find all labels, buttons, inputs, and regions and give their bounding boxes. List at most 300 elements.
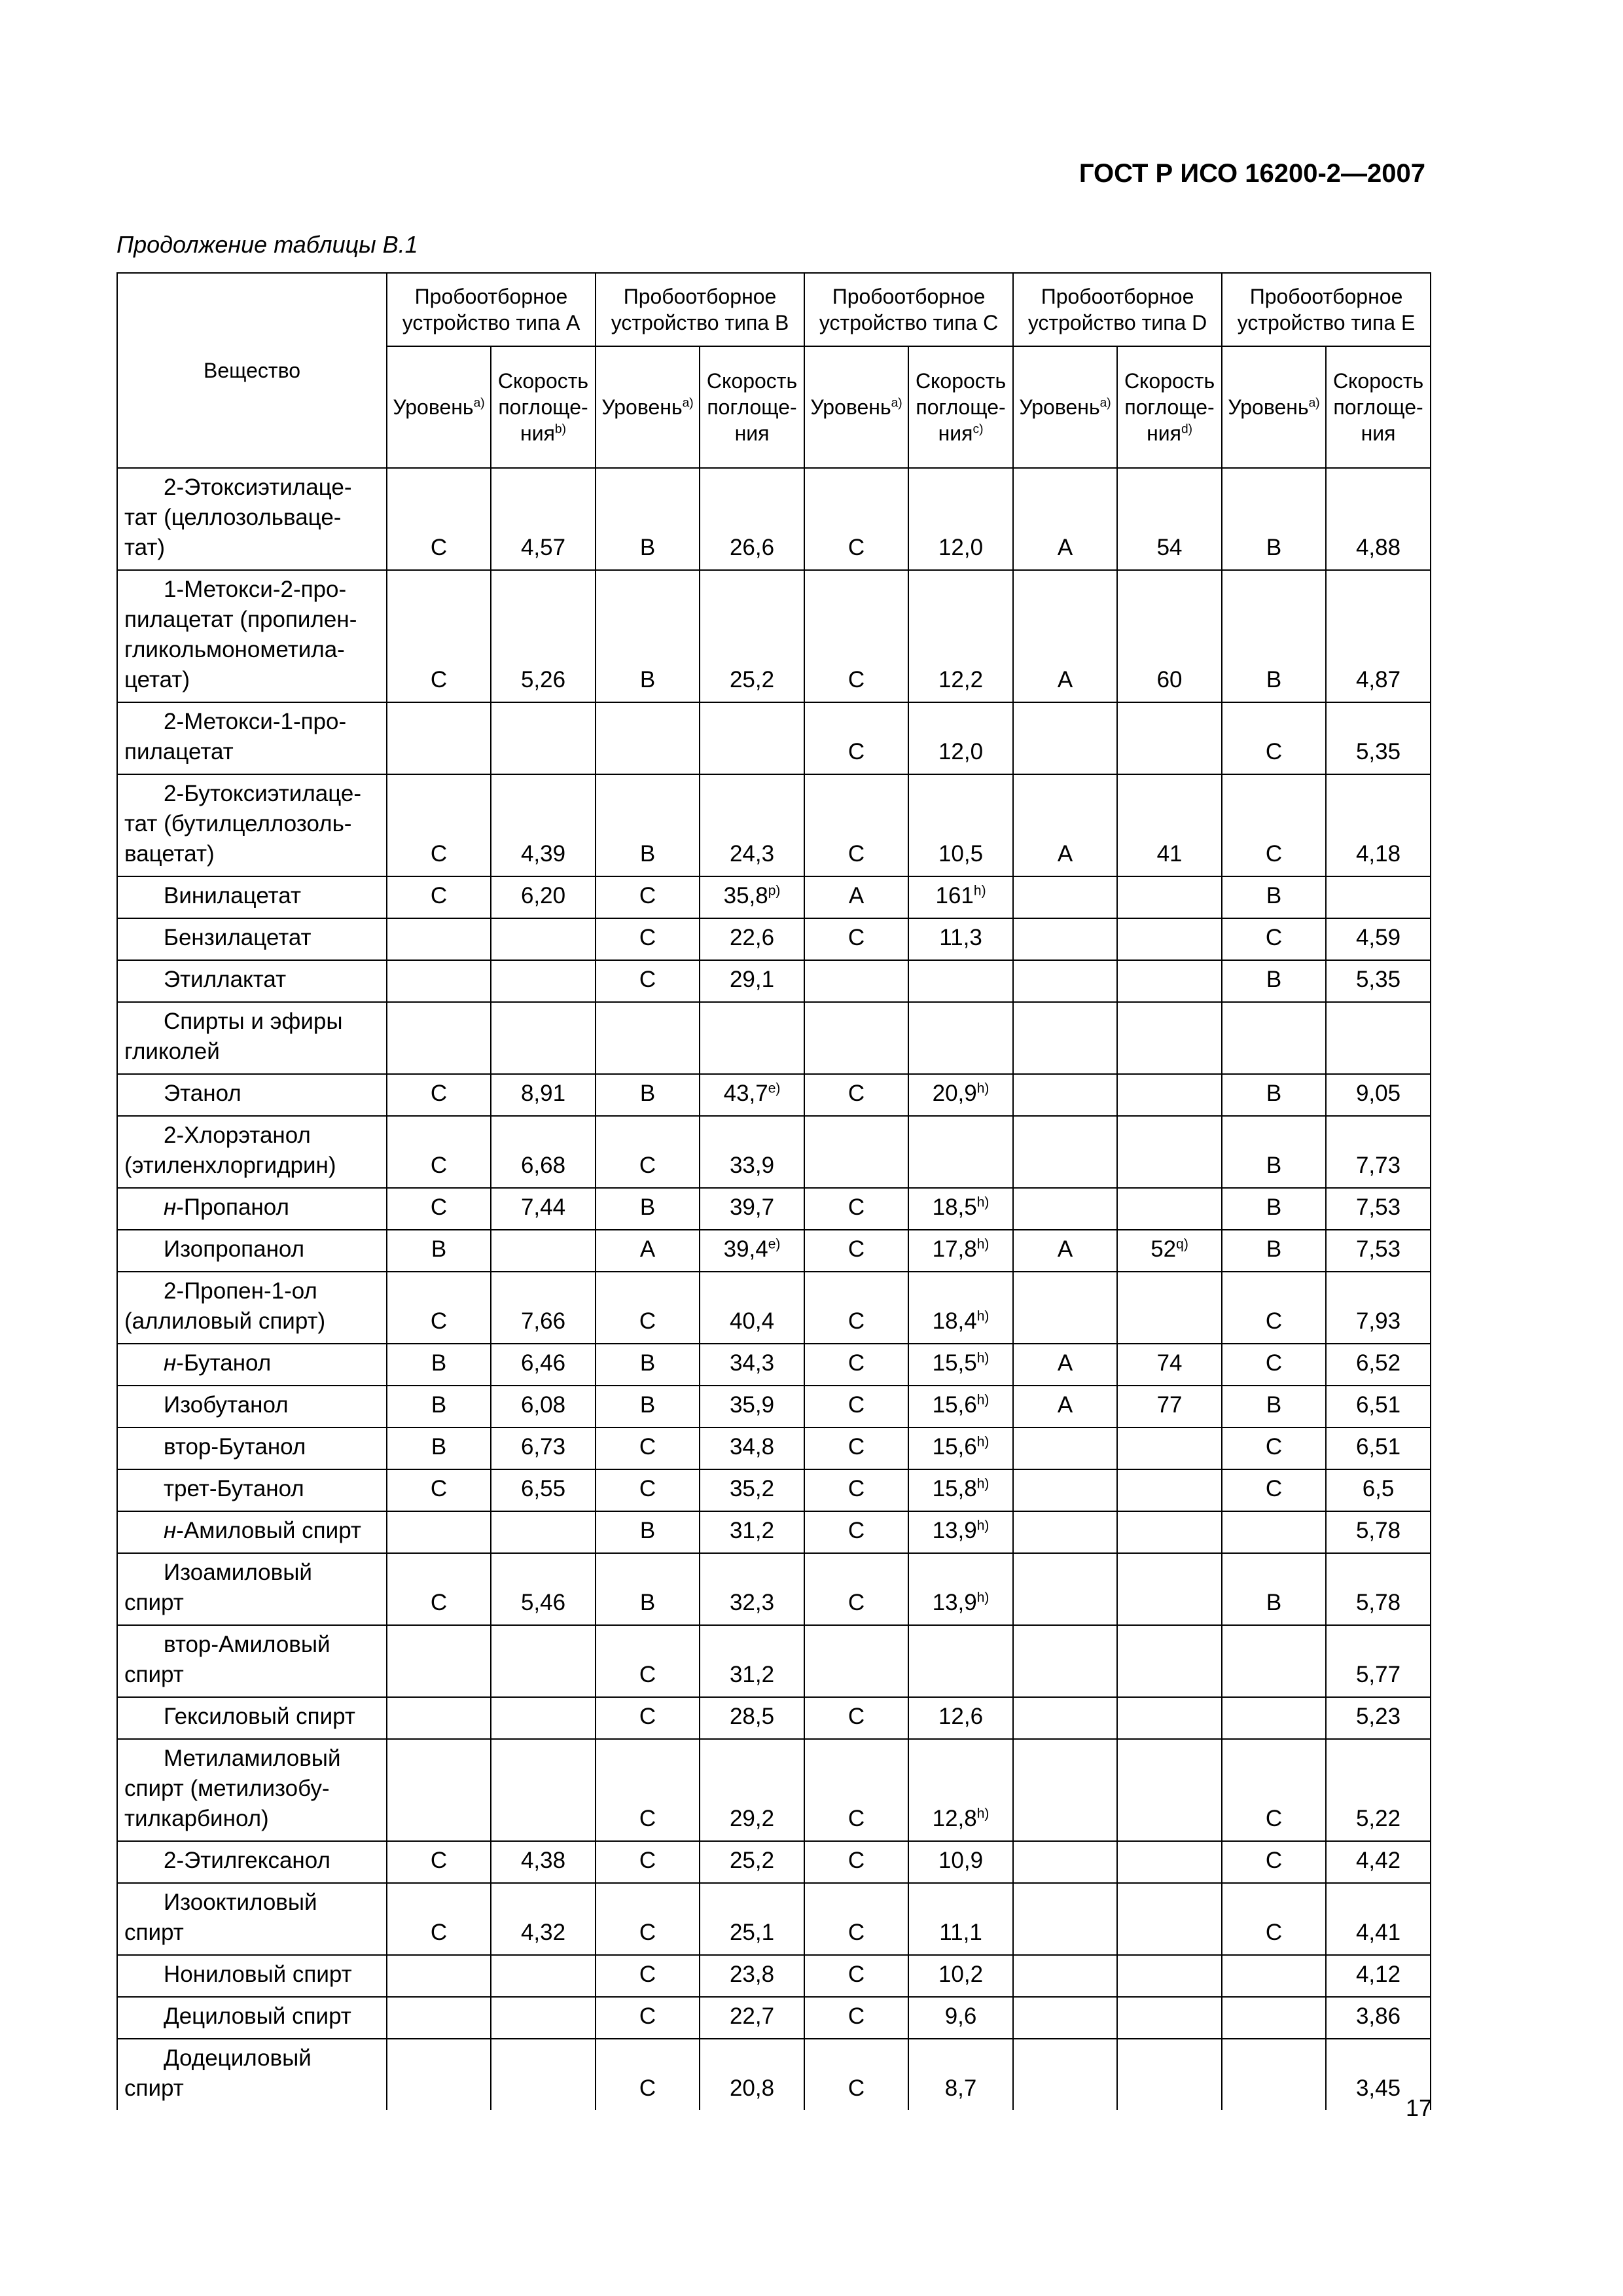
level-cell: В (596, 570, 700, 702)
substance-name: 2-Бутоксиэтилаце- тат (бутилцеллозоль- вацетат) (117, 774, 387, 876)
substance-name: 2-Этоксиэтилаце- тат (целлозольваце- тат) (117, 468, 387, 570)
level-cell (1013, 1955, 1117, 1997)
level-cell: С (387, 1116, 491, 1188)
group-header: Пробоотборное устройство типа Е (1222, 273, 1431, 346)
level-cell (1222, 1955, 1326, 1997)
substance-name: Изобутанол (117, 1386, 387, 1427)
level-cell: С (804, 570, 908, 702)
level-subheader: Уровень$^{a)}$ (1222, 346, 1326, 468)
level-cell: С (387, 1272, 491, 1344)
level-cell (387, 918, 491, 960)
rate-subheader: Скорость поглоще- ния$^{b)}$ (491, 346, 596, 468)
level-cell: С (596, 1841, 700, 1883)
rate-cell: 31,2 (700, 1625, 804, 1697)
rate-cell: 40,4 (700, 1272, 804, 1344)
level-cell: С (596, 1955, 700, 1997)
rate-cell: 7,93 (1326, 1272, 1431, 1344)
level-cell (1222, 1697, 1326, 1739)
level-cell: С (804, 1739, 908, 1841)
table-caption: Продолжение таблицы В.1 (116, 231, 418, 258)
rate-cell: 18,5$^{h)}$ (908, 1188, 1013, 1230)
level-cell (596, 1002, 700, 1074)
level-cell: А (1013, 570, 1117, 702)
rate-cell (1117, 1002, 1222, 1074)
rate-cell: 43,7$^{e)}$ (700, 1074, 804, 1116)
rate-cell: 6,52 (1326, 1344, 1431, 1386)
level-cell: В (596, 1386, 700, 1427)
level-cell: С (1222, 1469, 1326, 1511)
level-cell: С (804, 1427, 908, 1469)
rate-cell: 20,8 (700, 2039, 804, 2110)
rate-cell (1117, 1997, 1222, 2039)
substance-name: Бензилацетат (117, 918, 387, 960)
level-cell: С (1222, 702, 1326, 774)
rate-cell: 24,3 (700, 774, 804, 876)
level-cell (1013, 1188, 1117, 1230)
level-cell: С (804, 1553, 908, 1625)
level-cell: С (387, 468, 491, 570)
rate-cell: 7,73 (1326, 1116, 1431, 1188)
rate-cell: 17,8$^{h)}$ (908, 1230, 1013, 1272)
table-row (117, 1511, 1431, 1553)
level-cell (1013, 1002, 1117, 1074)
table-row (117, 1697, 1431, 1739)
level-cell: С (596, 2039, 700, 2110)
rate-cell: 12,0 (908, 468, 1013, 570)
rate-cell (1117, 1625, 1222, 1697)
level-cell: С (804, 702, 908, 774)
level-cell (804, 1116, 908, 1188)
level-cell (596, 702, 700, 774)
level-cell (804, 1625, 908, 1697)
rate-cell (491, 1955, 596, 1997)
level-subheader: Уровень$^{a)}$ (804, 346, 908, 468)
level-cell: С (596, 876, 700, 918)
rate-cell: 5,78 (1326, 1511, 1431, 1553)
rate-cell: 4,12 (1326, 1955, 1431, 1997)
level-cell: С (387, 1841, 491, 1883)
rate-cell: 25,2 (700, 1841, 804, 1883)
level-cell (1013, 1427, 1117, 1469)
rate-cell: 4,57 (491, 468, 596, 570)
rate-cell: 23,8 (700, 1955, 804, 1997)
level-subheader: Уровень$^{a)}$ (596, 346, 700, 468)
level-cell: С (387, 1553, 491, 1625)
level-cell (1222, 1997, 1326, 2039)
rate-cell: 5,35 (1326, 702, 1431, 774)
rate-cell (1117, 1116, 1222, 1188)
rate-cell: 6,68 (491, 1116, 596, 1188)
rate-subheader: Скорость поглоще- ния$^{c)}$ (908, 346, 1013, 468)
level-cell (1013, 1074, 1117, 1116)
level-subheader: Уровень$^{a)}$ (1013, 346, 1117, 468)
rate-cell (1117, 1841, 1222, 1883)
rate-cell: 5,26 (491, 570, 596, 702)
rate-cell: 34,3 (700, 1344, 804, 1386)
level-cell: С (387, 1883, 491, 1955)
level-cell: В (1222, 1230, 1326, 1272)
level-cell: С (804, 1511, 908, 1553)
group-header: Пробоотборное устройство типа В (596, 273, 804, 346)
substance-name: Спирты и эфиры гликолей (117, 1002, 387, 1074)
rate-cell (908, 1116, 1013, 1188)
level-cell: А (596, 1230, 700, 1272)
rate-cell: 11,3 (908, 918, 1013, 960)
level-cell: В (387, 1386, 491, 1427)
level-cell: С (387, 570, 491, 702)
level-cell: С (1222, 918, 1326, 960)
rate-cell: 10,9 (908, 1841, 1013, 1883)
rate-cell: 20,9$^{h)}$ (908, 1074, 1013, 1116)
level-cell: А (804, 876, 908, 918)
rate-cell (491, 918, 596, 960)
table-row (117, 1230, 1431, 1272)
rate-cell (1117, 1883, 1222, 1955)
rate-cell: 4,88 (1326, 468, 1431, 570)
rate-cell: 4,59 (1326, 918, 1431, 960)
rate-cell: 7,44 (491, 1188, 596, 1230)
level-cell (1013, 702, 1117, 774)
rate-cell: 35,9 (700, 1386, 804, 1427)
rate-cell: 13,9$^{h)}$ (908, 1553, 1013, 1625)
level-cell (1222, 1625, 1326, 1697)
rate-cell (1117, 1955, 1222, 1997)
level-cell (387, 960, 491, 1002)
table-row (117, 1074, 1431, 1116)
level-cell: С (1222, 774, 1326, 876)
level-cell (1013, 1116, 1117, 1188)
table-row (117, 1883, 1431, 1955)
level-cell: С (804, 1230, 908, 1272)
rate-cell: 12,2 (908, 570, 1013, 702)
rate-cell (491, 1230, 596, 1272)
rate-cell: 161$^{h)}$ (908, 876, 1013, 918)
level-cell: В (1222, 876, 1326, 918)
substance-name: 2-Этилгексанол (117, 1841, 387, 1883)
level-cell: С (1222, 1427, 1326, 1469)
level-cell (1013, 1883, 1117, 1955)
rate-cell (700, 702, 804, 774)
rate-cell: 13,9$^{h)}$ (908, 1511, 1013, 1553)
level-cell (1222, 2039, 1326, 2110)
rate-cell: 77 (1117, 1386, 1222, 1427)
rate-cell: 6,51 (1326, 1386, 1431, 1427)
substance-name: Изоамиловый спирт (117, 1553, 387, 1625)
rate-cell: 6,55 (491, 1469, 596, 1511)
rate-cell: 15,6$^{h)}$ (908, 1427, 1013, 1469)
level-cell: С (804, 1697, 908, 1739)
level-cell: А (1013, 1230, 1117, 1272)
level-cell (1013, 1553, 1117, 1625)
rate-cell: 5,46 (491, 1553, 596, 1625)
rate-cell (700, 1002, 804, 1074)
level-cell: В (596, 468, 700, 570)
level-cell: В (1222, 1553, 1326, 1625)
rate-cell (908, 960, 1013, 1002)
substance-name: Изооктиловый спирт (117, 1883, 387, 1955)
level-cell: С (596, 1116, 700, 1188)
rate-cell: 52$^{q)}$ (1117, 1230, 1222, 1272)
substance-name: 2-Хлорэтанол (этиленхлоргидрин) (117, 1116, 387, 1188)
level-cell (387, 1625, 491, 1697)
rate-cell: 31,2 (700, 1511, 804, 1553)
level-cell: С (804, 1469, 908, 1511)
rate-cell: 3,86 (1326, 1997, 1431, 2039)
level-cell: В (387, 1427, 491, 1469)
rate-cell: 4,32 (491, 1883, 596, 1955)
substance-name: Нониловый спирт (117, 1955, 387, 1997)
rate-subheader: Скорость поглоще- ния$^{d)}$ (1117, 346, 1222, 468)
level-cell: А (1013, 774, 1117, 876)
rate-cell: 7,53 (1326, 1188, 1431, 1230)
level-cell: С (596, 1997, 700, 2039)
header-row-groups (117, 273, 1431, 346)
level-cell: С (804, 1074, 908, 1116)
level-cell: С (1222, 1883, 1326, 1955)
substance-name: Винилацетат (117, 876, 387, 918)
rate-cell (1117, 1697, 1222, 1739)
rate-cell: 10,2 (908, 1955, 1013, 1997)
level-cell (1013, 918, 1117, 960)
level-cell: С (1222, 1272, 1326, 1344)
rate-cell: 5,78 (1326, 1553, 1431, 1625)
level-cell: С (596, 1625, 700, 1697)
level-cell: В (596, 1188, 700, 1230)
rate-cell: 6,08 (491, 1386, 596, 1427)
rate-cell (1117, 1074, 1222, 1116)
table-row (117, 1116, 1431, 1188)
table-row (117, 1344, 1431, 1386)
level-cell (1013, 1625, 1117, 1697)
level-cell: В (596, 1511, 700, 1553)
level-cell (1013, 1841, 1117, 1883)
rate-cell: 8,7 (908, 2039, 1013, 2110)
substance-table (116, 272, 1431, 2110)
rate-cell (491, 2039, 596, 2110)
level-cell: С (1222, 1841, 1326, 1883)
rate-cell: 5,35 (1326, 960, 1431, 1002)
level-cell: С (596, 1883, 700, 1955)
rate-cell: 15,6$^{h)}$ (908, 1386, 1013, 1427)
level-cell: С (387, 876, 491, 918)
substance-name: Метиламиловый спирт (метилизобу- тилкарбинол) (117, 1739, 387, 1841)
level-cell: А (1013, 1344, 1117, 1386)
rate-cell (1117, 876, 1222, 918)
rate-cell: 5,23 (1326, 1697, 1431, 1739)
table-row (117, 1188, 1431, 1230)
rate-cell (491, 1511, 596, 1553)
rate-cell: 9,05 (1326, 1074, 1431, 1116)
substance-name: Дециловый спирт (117, 1997, 387, 2039)
document-code: ГОСТ Р ИСО 16200-2—2007 (1079, 159, 1425, 188)
rate-cell: 6,20 (491, 876, 596, 918)
rate-cell: 25,1 (700, 1883, 804, 1955)
rate-cell (491, 702, 596, 774)
group-header: Пробоотборное устройство типа А (387, 273, 596, 346)
level-cell: В (387, 1344, 491, 1386)
rate-cell (1117, 1553, 1222, 1625)
substance-name: 1-Метокси-2-про- пилацетат (пропилен- гликольмонометила- цетат) (117, 570, 387, 702)
level-cell (1013, 2039, 1117, 2110)
rate-cell: 6,51 (1326, 1427, 1431, 1469)
level-cell: В (1222, 1074, 1326, 1116)
rate-cell (1117, 1188, 1222, 1230)
table-row (117, 2039, 1431, 2110)
table-row (117, 468, 1431, 570)
level-cell (387, 1997, 491, 2039)
table-row (117, 774, 1431, 876)
rate-cell: 15,8$^{h)}$ (908, 1469, 1013, 1511)
rate-cell (491, 960, 596, 1002)
rate-cell: 11,1 (908, 1883, 1013, 1955)
level-cell: В (1222, 468, 1326, 570)
table-row (117, 1002, 1431, 1074)
rate-cell: 3,45 (1326, 2039, 1431, 2110)
substance-name: Изопропанол (117, 1230, 387, 1272)
level-cell (387, 1955, 491, 1997)
level-cell: С (387, 1074, 491, 1116)
rate-cell (1117, 1272, 1222, 1344)
level-cell: С (804, 1997, 908, 2039)
rate-cell: 28,5 (700, 1697, 804, 1739)
level-cell (1013, 1511, 1117, 1553)
table-row (117, 1553, 1431, 1625)
rate-cell: 10,5 (908, 774, 1013, 876)
substance-name: Гексиловый спирт (117, 1697, 387, 1739)
level-cell (387, 2039, 491, 2110)
group-header: Пробоотборное устройство типа С (804, 273, 1013, 346)
level-cell (387, 1697, 491, 1739)
rate-cell: 12,0 (908, 702, 1013, 774)
rate-cell (491, 1625, 596, 1697)
rate-cell: 4,38 (491, 1841, 596, 1883)
level-subheader: Уровень$^{a)}$ (387, 346, 491, 468)
level-cell: С (387, 1469, 491, 1511)
level-cell: В (596, 774, 700, 876)
substance-name: н-Пропанол (117, 1188, 387, 1230)
rate-cell: 6,46 (491, 1344, 596, 1386)
rate-cell (908, 1002, 1013, 1074)
rate-cell: 7,53 (1326, 1230, 1431, 1272)
substance-name: н-Бутанол (117, 1344, 387, 1386)
level-cell: С (596, 1427, 700, 1469)
rate-cell: 32,3 (700, 1553, 804, 1625)
rate-cell (1326, 1002, 1431, 1074)
level-cell (387, 1511, 491, 1553)
rate-cell (1117, 1469, 1222, 1511)
rate-subheader: Скорость поглоще- ния (1326, 346, 1431, 468)
level-cell: В (1222, 1116, 1326, 1188)
level-cell (1013, 1739, 1117, 1841)
rate-cell (1117, 702, 1222, 774)
rate-cell: 4,42 (1326, 1841, 1431, 1883)
table-row (117, 960, 1431, 1002)
level-cell: С (804, 1188, 908, 1230)
level-cell (387, 1002, 491, 1074)
level-cell: С (596, 1469, 700, 1511)
substance-name: втор-Амиловый спирт (117, 1625, 387, 1697)
rate-cell: 39,4$^{e)}$ (700, 1230, 804, 1272)
rate-cell: 9,6 (908, 1997, 1013, 2039)
group-header: Пробоотборное устройство типа D (1013, 273, 1222, 346)
level-cell: В (596, 1074, 700, 1116)
substance-name: Этиллактат (117, 960, 387, 1002)
level-cell (1013, 1997, 1117, 2039)
level-cell (1013, 876, 1117, 918)
rate-cell (1117, 918, 1222, 960)
rate-cell (908, 1625, 1013, 1697)
substance-name: 2-Пропен-1-ол (аллиловый спирт) (117, 1272, 387, 1344)
level-cell: С (596, 1272, 700, 1344)
substance-name: трет-Бутанол (117, 1469, 387, 1511)
rate-cell: 54 (1117, 468, 1222, 570)
rate-cell: 22,7 (700, 1997, 804, 2039)
rate-cell (1117, 2039, 1222, 2110)
substance-name: втор-Бутанол (117, 1427, 387, 1469)
level-cell (1013, 960, 1117, 1002)
rate-cell (491, 1997, 596, 2039)
substance-header: Вещество (117, 273, 387, 468)
level-cell (804, 1002, 908, 1074)
rate-cell: 60 (1117, 570, 1222, 702)
table-row (117, 1386, 1431, 1427)
level-cell: А (1013, 1386, 1117, 1427)
level-cell: В (1222, 570, 1326, 702)
rate-cell: 4,39 (491, 774, 596, 876)
table-row (117, 1955, 1431, 1997)
rate-cell: 15,5$^{h)}$ (908, 1344, 1013, 1386)
table-row (117, 1841, 1431, 1883)
level-cell (1222, 1002, 1326, 1074)
level-cell: А (1013, 468, 1117, 570)
level-cell: С (804, 1883, 908, 1955)
rate-cell: 26,6 (700, 468, 804, 570)
rate-cell: 25,2 (700, 570, 804, 702)
level-cell: С (387, 774, 491, 876)
level-cell: С (596, 918, 700, 960)
rate-cell: 12,6 (908, 1697, 1013, 1739)
level-cell: С (804, 1955, 908, 1997)
rate-cell: 39,7 (700, 1188, 804, 1230)
level-cell: С (596, 960, 700, 1002)
rate-cell (1117, 1427, 1222, 1469)
rate-cell: 6,5 (1326, 1469, 1431, 1511)
rate-cell (1326, 876, 1431, 918)
rate-cell: 33,9 (700, 1116, 804, 1188)
rate-cell: 4,18 (1326, 774, 1431, 876)
rate-cell: 5,22 (1326, 1739, 1431, 1841)
rate-cell (491, 1739, 596, 1841)
level-cell (1013, 1697, 1117, 1739)
page-number: 17 (1405, 2094, 1432, 2121)
rate-cell: 4,41 (1326, 1883, 1431, 1955)
table-row (117, 1739, 1431, 1841)
rate-cell: 29,1 (700, 960, 804, 1002)
level-cell: В (1222, 1386, 1326, 1427)
rate-cell: 74 (1117, 1344, 1222, 1386)
level-cell: С (596, 1697, 700, 1739)
rate-cell: 4,87 (1326, 570, 1431, 702)
table-row (117, 570, 1431, 702)
rate-cell: 35,2 (700, 1469, 804, 1511)
rate-cell: 41 (1117, 774, 1222, 876)
table-row (117, 702, 1431, 774)
substance-name: Додециловый спирт (117, 2039, 387, 2110)
rate-cell (491, 1002, 596, 1074)
rate-cell: 35,8$^{p)}$ (700, 876, 804, 918)
level-cell (804, 960, 908, 1002)
rate-cell: 29,2 (700, 1739, 804, 1841)
